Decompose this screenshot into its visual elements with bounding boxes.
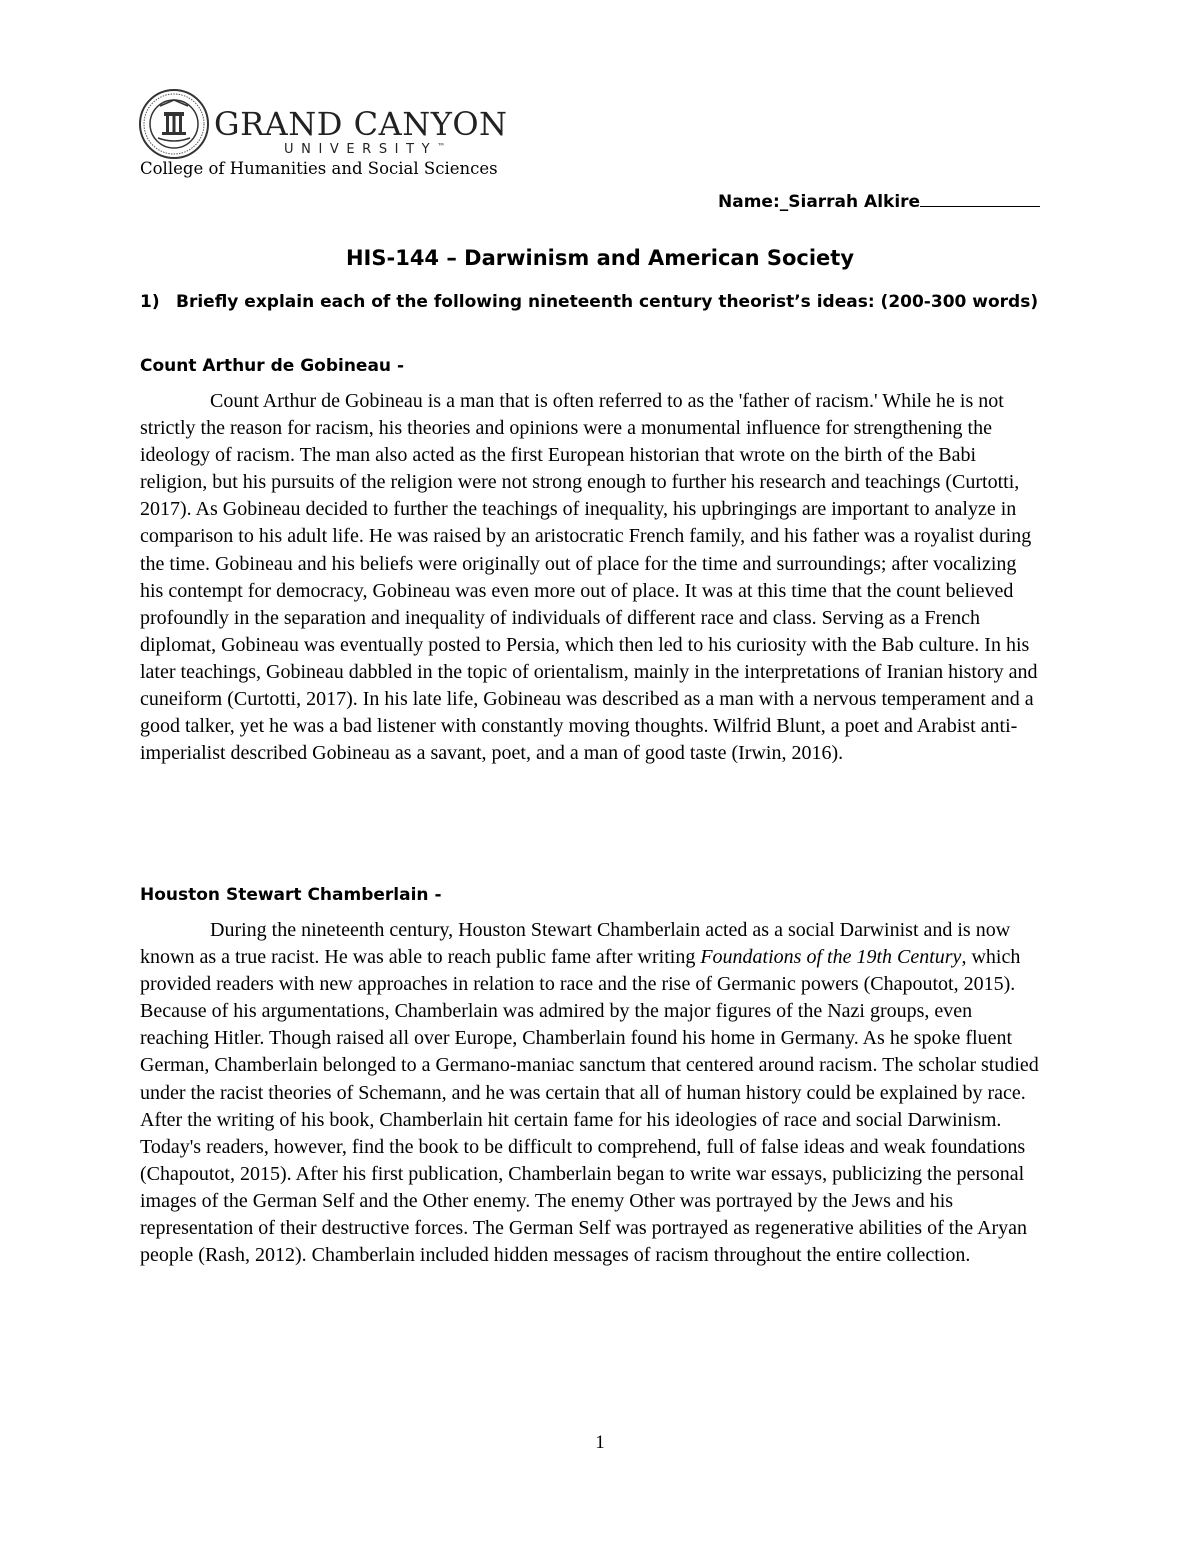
logo-subtitle: UNIVERSITY™ xyxy=(284,142,446,157)
name-value: _Siarrah Alkire xyxy=(779,192,921,212)
section-heading-gobineau: Count Arthur de Gobineau - xyxy=(140,356,405,376)
college-name: College of Humanities and Social Sciences xyxy=(140,159,498,178)
question-number: 1) xyxy=(140,292,160,312)
paragraph-text-start: During the nineteenth century, Houston Stewart Chamberlain acted as a social Darwinist and is now known as a true racist. He was able to reach public fame after writing xyxy=(140,919,1011,969)
section-paragraph-gobineau xyxy=(140,388,1040,767)
name-underline xyxy=(920,188,1040,207)
paragraph-text: Count Arthur de Gobineau is a man that is often referred to as the 'father of racism.' While he is not strictly the reason for racism, his theories and opinions were a monumental influence for strengthening the ideology of racism. The man also acted as the first European historian that wrote on the birth of the Babi religion, but his pursuits of the religion were not strong enough to further his research and teachings (Curtotti, 2017). As Gobineau decided to further the teachings of inequality, his upbringings are important to analyze in comparison to his adult life. He was raised by an aristocratic French family, and his father was a royalist during the time. Gobineau and his beliefs were originally out of place for the time and surroundings; after vocalizing his contempt for democracy, Gobineau was even more out of place. It was at this time that the count believed profoundly in the separation and inequality of individuals of different race and class. Serving as a French diplomat, Gobineau was eventually posted to Persia, which then led to his curiosity with the Bab culture. In his later teachings, Gobineau dabbled in the topic of orientalism, mainly in the interpretations of Iranian history and cuneiform (Curtotti, 2017). In his late life, Gobineau was described as a man with a nervous temperament and a good talker, yet he was a bad listener with constantly moving thoughts. Wilfrid Blunt, a poet and Arabist anti-imperialist described Gobineau as a savant, poet, and a man of good taste (Irwin, 2016). xyxy=(140,390,1038,765)
course-title: HIS-144 – Darwinism and American Society xyxy=(345,246,855,270)
university-seal-icon xyxy=(138,88,210,160)
name-label: Name: xyxy=(718,192,780,212)
page-number: 1 xyxy=(595,1432,605,1453)
logo-wordmark xyxy=(214,105,508,143)
logo-word-grand: GRAND xyxy=(214,105,343,143)
logo-word-canyon: CANYON xyxy=(353,105,508,143)
university-logo xyxy=(138,88,508,160)
section-heading-chamberlain: Houston Stewart Chamberlain - xyxy=(140,885,442,905)
question-text: Briefly explain each of the following nineteenth century theorist’s ideas: (200-300 words) xyxy=(176,292,1039,312)
book-title: Foundations of the 19th Century xyxy=(700,946,962,969)
student-name-line xyxy=(718,188,1040,212)
question-prompt xyxy=(140,292,1038,312)
section-paragraph-chamberlain xyxy=(140,917,1040,1269)
paragraph-text-end: , which provided readers with new approaches in relation to race and the rise of Germanic powers (Chapoutot, 2015). Because of his argumentations, Chamberlain was admired by the major figures of the Nazi groups, even reaching Hitler. Though raised all over Europe, Chamberlain found his home in Germany. As he spoke fluent German, Chamberlain belonged to a Germano-maniac sanctum that centered around racism. The scholar studied under the racist theories of Schemann, and he was certain that all of human history could be explained by race. After the writing of his book, Chamberlain hit certain fame for his ideologies of race and social Darwinism. Today's readers, however, find the book to be difficult to comprehend, full of false ideas and weak foundations (Chapoutot, 2015). After his first publication, Chamberlain began to write war essays, publicizing the personal images of the German Self and the Other enemy. The enemy Other was portrayed by the Jews and his representation of their destructive forces. The German Self was portrayed as regenerative abilities of the Aryan people (Rash, 2012). Chamberlain included hidden messages of racism throughout the entire collection. xyxy=(140,946,1039,1267)
